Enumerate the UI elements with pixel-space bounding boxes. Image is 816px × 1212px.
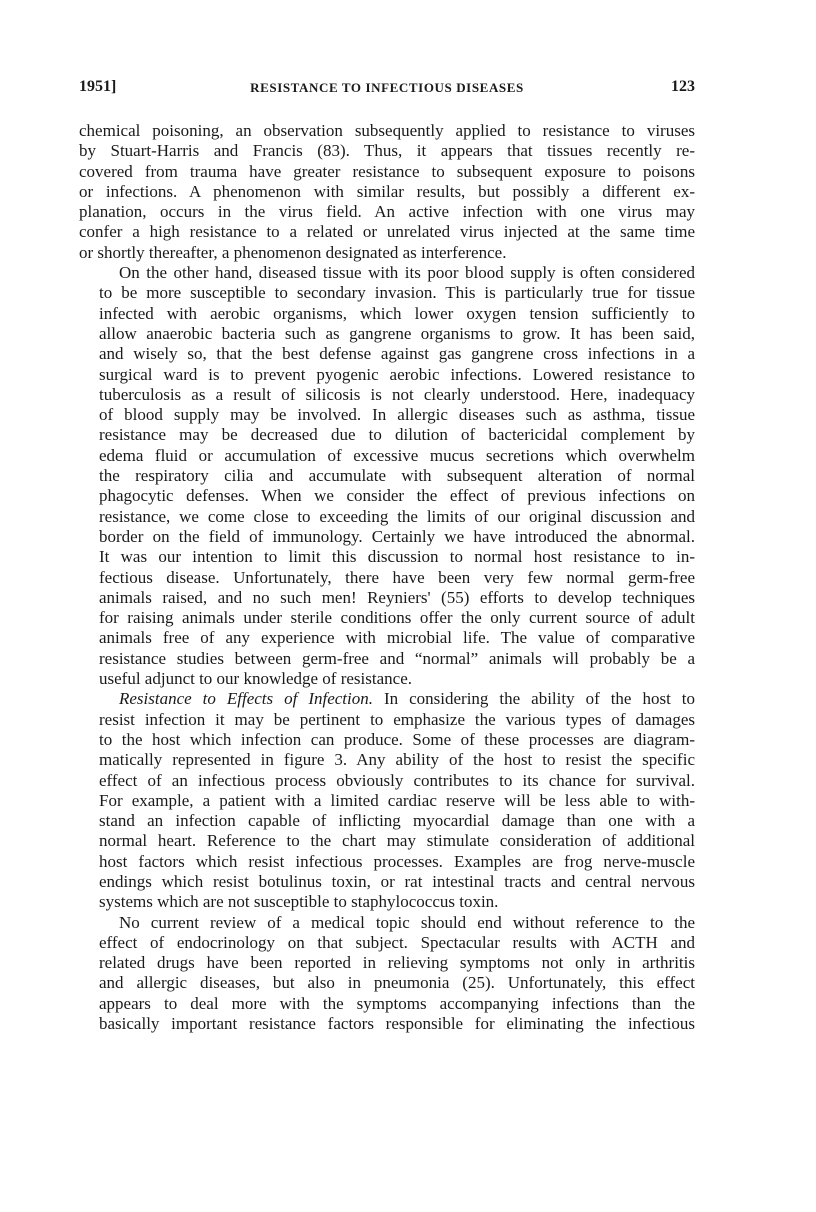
text-line: by Stuart-Harris and Francis (83). Thus, it appears that tissues recently re- bbox=[79, 141, 695, 161]
paragraph-2 bbox=[79, 263, 695, 689]
text-line: resistance studies between germ-free and “normal” animals will probably be a bbox=[99, 648, 695, 668]
text-line: border on the field of immunology. Certainly we have introduced the abnormal. bbox=[99, 526, 695, 546]
text-line: endings which resist botulinus toxin, or rat intestinal tracts and central nervous bbox=[99, 871, 695, 891]
text-line: and allergic diseases, but also in pneumonia (25). Unfortunately, this effect bbox=[99, 973, 695, 993]
text-line: related drugs have been reported in relieving symptoms not only in arthritis bbox=[99, 953, 695, 973]
text-line: chemical poisoning, an observation subsequently applied to resistance to viruses bbox=[79, 121, 695, 140]
text-line: effect of endocrinology on that subject. Spectacular results with ACTH and bbox=[99, 932, 695, 952]
text-line: allow anaerobic bacteria such as gangrene organisms to grow. It has been said, bbox=[99, 323, 695, 343]
text-fragment: In considering the ability of the host to bbox=[373, 689, 695, 709]
text-line: useful adjunct to our knowledge of resistance. bbox=[99, 669, 412, 689]
text-line: confer a high resistance to a related or unrelated virus injected at the same time bbox=[79, 222, 695, 242]
text-line: infected with aerobic organisms, which lower oxygen tension sufficiently to bbox=[99, 303, 695, 323]
text-line: for raising animals under sterile conditions offer the only current source of adult bbox=[99, 608, 695, 628]
page-number: 123 bbox=[671, 78, 695, 95]
text-line: surgical ward is to prevent pyogenic aerobic infections. Lowered resistance to bbox=[99, 364, 695, 384]
text-line: effect of an infectious process obviously contributes to its chance for survival. bbox=[99, 770, 695, 790]
text-line: the respiratory cilia and accumulate with subsequent alteration of normal bbox=[99, 466, 695, 486]
text-line: animals raised, and no such men! Reyniers' (55) efforts to develop techniques bbox=[99, 587, 695, 607]
text-line: fectious disease. Unfortunately, there have been very few normal germ-free bbox=[99, 567, 695, 587]
paragraph-3 bbox=[79, 689, 695, 912]
text-line bbox=[79, 689, 695, 709]
text-line: planation, occurs in the virus field. An active infection with one virus may bbox=[79, 202, 695, 222]
header-year: 1951] bbox=[79, 78, 117, 95]
text-line: or shortly thereafter, a phenomenon designated as interference. bbox=[79, 242, 507, 262]
running-header bbox=[79, 78, 695, 104]
paragraph-1 bbox=[79, 121, 695, 263]
text-line: resist infection it may be pertinent to emphasize the various types of damages bbox=[99, 709, 695, 729]
journal-page bbox=[79, 78, 695, 1034]
text-line: host factors which resist infectious processes. Examples are frog nerve-muscle bbox=[99, 851, 695, 871]
section-run-in-heading: Resistance to Effects of Infection. bbox=[119, 689, 373, 709]
text-line: It was our intention to limit this discussion to normal host resistance to in- bbox=[99, 547, 695, 567]
body-text bbox=[79, 121, 695, 1034]
text-line: covered from trauma have greater resistance to subsequent exposure to poisons bbox=[79, 161, 695, 181]
text-line: animals free of any experience with microbial life. The value of comparative bbox=[99, 628, 695, 648]
text-line: edema fluid or accumulation of excessive mucus secretions which overwhelm bbox=[99, 445, 695, 465]
text-line: and wisely so, that the best defense against gas gangrene cross infections in a bbox=[99, 344, 695, 364]
text-line: matically represented in figure 3. Any ability of the host to resist the specific bbox=[99, 750, 695, 770]
text-line: tuberculosis as a result of silicosis is not clearly understood. Here, inadequacy bbox=[99, 384, 695, 404]
text-line: to be more susceptible to secondary invasion. This is particularly true for tissue bbox=[99, 283, 695, 303]
text-line: normal heart. Reference to the chart may stimulate consideration of additional bbox=[99, 831, 695, 851]
text-line: For example, a patient with a limited cardiac reserve will be less able to with- bbox=[99, 790, 695, 810]
text-line: appears to deal more with the symptoms accompanying infections than the bbox=[99, 993, 695, 1013]
text-line: of blood supply may be involved. In allergic diseases such as asthma, tissue bbox=[99, 405, 695, 425]
running-title: RESISTANCE TO INFECTIOUS DISEASES bbox=[250, 80, 524, 95]
text-line: No current review of a medical topic should end without reference to the bbox=[119, 912, 695, 932]
text-line: basically important resistance factors responsible for eliminating the infectious bbox=[99, 1014, 695, 1034]
text-line: resistance may be decreased due to dilution of bactericidal complement by bbox=[99, 425, 695, 445]
text-line: or infections. A phenomenon with similar results, but possibly a different ex- bbox=[79, 181, 695, 201]
text-line: On the other hand, diseased tissue with its poor blood supply is often considered bbox=[119, 263, 695, 283]
text-line: systems which are not susceptible to staphylococcus toxin. bbox=[99, 892, 499, 912]
text-line: stand an infection capable of inflicting myocardial damage than one with a bbox=[99, 811, 695, 831]
text-line: to the host which infection can produce. Some of these processes are diagram- bbox=[99, 729, 695, 749]
paragraph-4 bbox=[79, 913, 695, 1035]
text-line: phagocytic defenses. When we consider the effect of previous infections on bbox=[99, 486, 695, 506]
text-line: resistance, we come close to exceeding the limits of our original discussion and bbox=[99, 506, 695, 526]
